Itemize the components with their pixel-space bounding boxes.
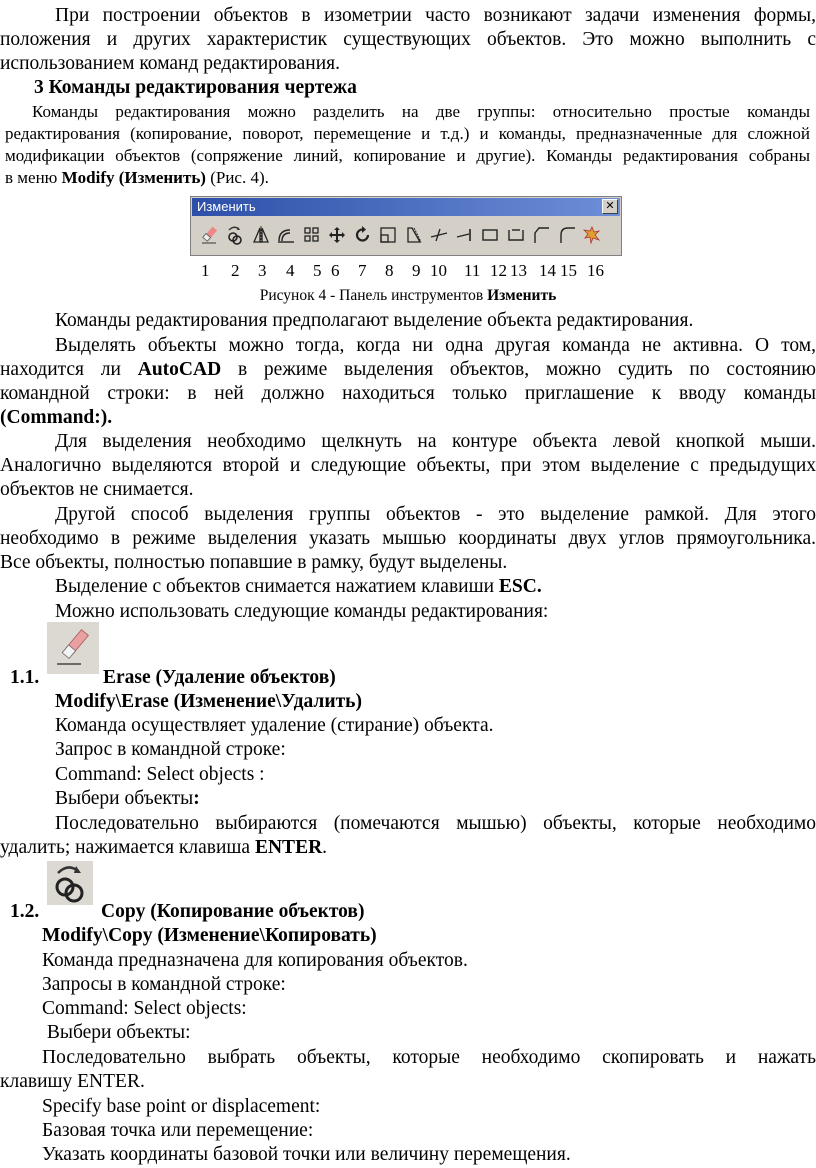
body-text: . bbox=[322, 837, 328, 858]
colon: : bbox=[193, 788, 200, 809]
copy-number: 1.2. bbox=[10, 901, 40, 922]
section-para-line-3: модификации объектов (сопряжение линий, копирование и другие). Команды редактирования собраны bbox=[5, 146, 810, 165]
body-line-3 bbox=[0, 358, 816, 382]
copy-line-3: Command: Select objects: bbox=[42, 998, 247, 1019]
body-line-9: Другой способ выделения группы объектов - это выделение рамкой. Для этого bbox=[55, 504, 816, 525]
break-icon[interactable] bbox=[478, 221, 504, 249]
copy-line-7: Specify base point or displacement: bbox=[42, 1096, 321, 1117]
move-icon[interactable] bbox=[325, 221, 351, 249]
extend-icon[interactable] bbox=[452, 221, 478, 249]
copy-line-6: клавишу ENTER. bbox=[0, 1071, 145, 1092]
body-line-2: Выделять объекты можно тогда, когда ни одна другая команда не активна. О том, bbox=[55, 335, 816, 356]
enter-key: ENTER bbox=[254, 837, 323, 858]
erase-line-6 bbox=[0, 836, 327, 860]
erase-line-4 bbox=[55, 787, 200, 811]
rotate-icon[interactable] bbox=[350, 221, 376, 249]
caption-prefix: Рисунок 4 - Панель инструментов bbox=[259, 287, 488, 304]
toolbar-number: 10 bbox=[430, 261, 447, 280]
copy-line-4: Выбери объекты: bbox=[42, 1022, 191, 1043]
copy-line-5: Последовательно выбрать объекты, которые необходимо скопировать и нажать bbox=[42, 1047, 816, 1068]
body-line-7: Аналогично выделяются второй и следующие объекты, при этом выделение с предыдущих bbox=[0, 455, 816, 476]
section-para-line-2: редактирования (копирование, поворот, перемещение и т.д.) и команды, предназначенные для сложной bbox=[5, 124, 810, 143]
autocad-label: AutoCAD bbox=[137, 359, 222, 380]
section-para-line-4 bbox=[5, 167, 269, 189]
join-icon[interactable] bbox=[503, 221, 529, 249]
toolbar-number: 5 bbox=[313, 261, 322, 280]
toolbar-number: 8 bbox=[385, 261, 394, 280]
fillet-icon[interactable] bbox=[554, 221, 580, 249]
toolbar-number: 12 bbox=[490, 261, 507, 280]
erase-menu-path: Modify\Erase (Изменение\Удалить) bbox=[55, 691, 362, 712]
body-line-4: командной строки: в ней должно находиться только приглашение к вводу команды bbox=[0, 383, 816, 404]
erase-line-5: Последовательно выбираются (помечаются мышью) объекты, которые необходимо bbox=[55, 813, 816, 834]
body-text: в режиме выделения объектов, можно судить по состоянию bbox=[221, 359, 816, 380]
toolbar-number: 13 bbox=[510, 261, 527, 280]
chamfer-icon[interactable] bbox=[529, 221, 555, 249]
body-text: Выделение с объектов снимается нажатием клавиши bbox=[55, 576, 499, 597]
modify-toolbar bbox=[190, 196, 622, 256]
copy-line-1: Команда предназначена для копирования объектов. bbox=[42, 950, 468, 971]
body-line-5: (Command:). bbox=[0, 407, 113, 428]
offset-icon[interactable] bbox=[274, 221, 300, 249]
body-line-12 bbox=[55, 575, 542, 599]
body-line-11: Все объекты, полностью попавшие в рамку, будут выделены. bbox=[0, 552, 508, 573]
array-icon[interactable] bbox=[299, 221, 325, 249]
body-line-8: объектов не снимается. bbox=[0, 479, 194, 500]
menu-ref-bold: Modify (Изменить) bbox=[61, 168, 206, 187]
copy-big-icon bbox=[47, 861, 93, 905]
erase-line-3: Command: Select objects : bbox=[55, 764, 265, 785]
intro-line-1: При построении объектов в изометрии часто возникают задачи изменения формы, bbox=[55, 5, 816, 26]
toolbar-title: Изменить bbox=[192, 198, 620, 216]
body-line-1: Команды редактирования предполагают выделение объекта редактирования. bbox=[55, 310, 694, 331]
toolbar-number: 4 bbox=[286, 261, 295, 280]
intro-line-3: использованием команд редактирования. bbox=[0, 53, 341, 74]
toolbar-number: 2 bbox=[231, 261, 240, 280]
copy-line-2: Запросы в командной строке: bbox=[42, 974, 286, 995]
copy-menu-path: Modify\Copy (Изменение\Копировать) bbox=[42, 925, 377, 946]
copy-icon[interactable] bbox=[223, 221, 249, 249]
trim-icon[interactable] bbox=[427, 221, 453, 249]
toolbar-number: 9 bbox=[412, 261, 421, 280]
erase-big-icon bbox=[47, 622, 99, 674]
body-text: удалить; нажимается клавиша bbox=[0, 837, 255, 858]
esc-key: ESC. bbox=[498, 576, 542, 597]
intro-line-2: положения и других характеристик существующих объектов. Это можно выполнить с bbox=[0, 29, 816, 50]
stretch-icon[interactable] bbox=[401, 221, 427, 249]
toolbar-number: 6 bbox=[331, 261, 340, 280]
body-line-10: необходимо в режиме выделения указать мышью координаты двух углов прямоугольника. bbox=[0, 528, 816, 549]
erase-number: 1.1. bbox=[10, 667, 40, 688]
body-line-13: Можно использовать следующие команды редактирования: bbox=[55, 601, 549, 622]
scale-icon[interactable] bbox=[376, 221, 402, 249]
copy-title: Copy (Копирование объектов) bbox=[101, 901, 365, 922]
erase-line-1: Команда осуществляет удаление (стирание) объекта. bbox=[55, 715, 494, 736]
section-para-line-1: Команды редактирования можно разделить на две группы: относительно простые команды bbox=[32, 102, 810, 121]
menu-ref-suffix: (Рис. 4). bbox=[205, 168, 269, 187]
erase-icon[interactable] bbox=[197, 221, 223, 249]
caption-bold: Изменить bbox=[487, 287, 557, 304]
body-text: Выбери объекты bbox=[55, 788, 194, 809]
toolbar-number: 15 bbox=[560, 261, 577, 280]
erase-title: Erase (Удаление объектов) bbox=[103, 667, 336, 688]
menu-ref-prefix: в меню bbox=[5, 168, 62, 187]
section-heading: 3 Команды редактирования чертежа bbox=[34, 77, 357, 98]
toolbar-number: 14 bbox=[539, 261, 556, 280]
copy-line-8: Базовая точка или перемещение: bbox=[42, 1120, 314, 1141]
toolbar-close-icon[interactable]: ✕ bbox=[602, 199, 618, 214]
toolbar-number: 16 bbox=[587, 261, 604, 280]
explode-icon[interactable] bbox=[580, 221, 606, 249]
toolbar-number: 1 bbox=[201, 261, 210, 280]
mirror-icon[interactable] bbox=[248, 221, 274, 249]
toolbar-number: 3 bbox=[258, 261, 267, 280]
toolbar-number: 7 bbox=[358, 261, 367, 280]
erase-line-2: Запрос в командной строке: bbox=[55, 739, 286, 760]
toolbar-number: 11 bbox=[464, 261, 481, 280]
figure-caption bbox=[0, 286, 816, 306]
body-text: находится ли bbox=[0, 359, 138, 380]
copy-line-9: Указать координаты базовой точки или величину перемещения. bbox=[42, 1144, 571, 1165]
body-line-6: Для выделения необходимо щелкнуть на контуре объекта левой кнопкой мыши. bbox=[55, 431, 816, 452]
